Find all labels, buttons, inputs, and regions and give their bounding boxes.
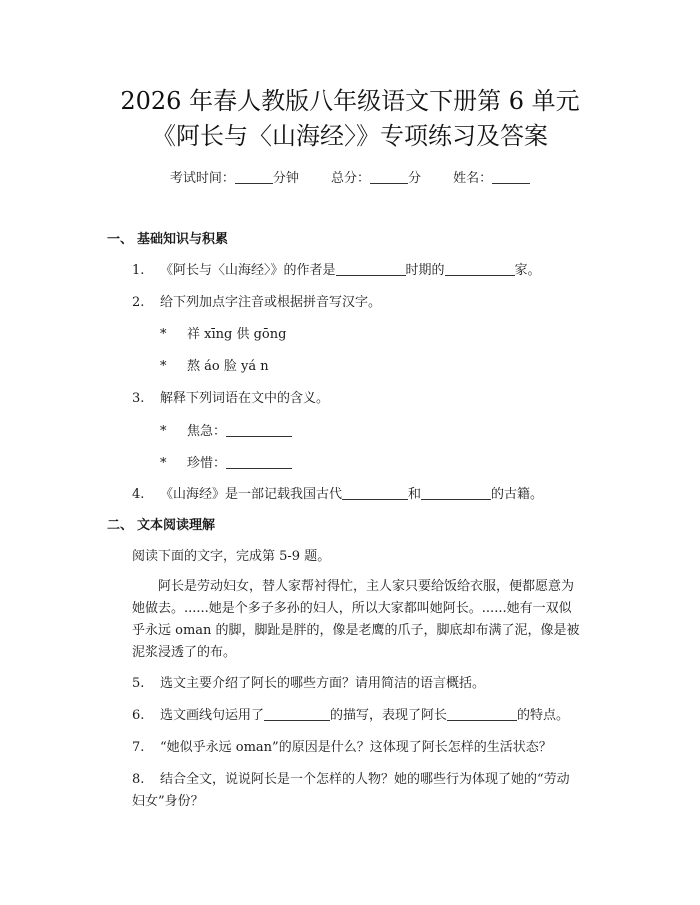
question-text	[160, 487, 543, 503]
question-text-part: 时期的	[405, 263, 445, 278]
answer-blank	[342, 487, 408, 500]
answer-blank	[445, 263, 515, 276]
question-text-part: 《阿长与〈山海经〉》的作者是	[160, 263, 336, 278]
answer-blank	[264, 708, 330, 721]
list-item-text	[187, 424, 292, 440]
list-item-text: 熬 áo 脸 yá n	[187, 359, 269, 374]
term-label: 珍惜：	[187, 456, 227, 471]
section-title: 文本阅读理解	[137, 518, 216, 533]
answer-blank	[447, 708, 517, 721]
section-title: 基础知识与积累	[137, 232, 229, 247]
list-item-text: 祥 xīng 供 gōng	[187, 327, 287, 342]
exam-time-label: 考试时间：	[169, 171, 235, 186]
bullet-marker: *	[160, 327, 167, 342]
answer-blank	[226, 424, 292, 437]
question-number: 2.	[132, 295, 145, 310]
exam-score-label: 总分：	[330, 171, 370, 186]
question-text-part: 的古籍。	[491, 487, 544, 502]
question-text-part: 的特点。	[517, 708, 570, 723]
exam-name-blank	[492, 171, 530, 184]
reading-passage-text: 阿长是劳动妇女，替人家帮衬得忙，主人家只要给饭给衣服，便都愿意为她做去。......她是个多子多孙的妇人，所以大家都叫她阿长。......她有一双似乎永远 oman 的脚，脚趾是胖的，像是老鹰的爪子，脚底却布满了泥，像是被泥浆浸透了的布。	[132, 579, 580, 660]
answer-blank	[336, 263, 406, 276]
bullet-marker: *	[160, 359, 167, 374]
question-number: 7.	[132, 740, 145, 755]
question-number: 8.	[132, 772, 145, 787]
question-text-part: 和	[408, 487, 422, 502]
section-number: 二、	[107, 518, 134, 533]
exam-time-unit: 分钟	[272, 171, 299, 186]
section-heading-2	[107, 518, 215, 534]
answer-blank	[226, 456, 292, 469]
reading-passage	[132, 576, 580, 664]
question-text: 解释下列词语在文中的含义。	[160, 391, 330, 406]
document-title-line-1: 2026 年春人教版八年级语文下册第 6 单元	[120, 87, 580, 115]
exam-name	[453, 171, 530, 186]
reading-instruction: 阅读下面的文字，完成第 5-9 题。	[132, 549, 331, 564]
exam-info	[0, 171, 700, 187]
exam-score-unit: 分	[408, 171, 422, 186]
bullet-marker: *	[160, 456, 167, 471]
section-heading-1	[107, 232, 228, 248]
document-title-line-2: 《阿长与〈山海经〉》专项练习及答案	[152, 122, 548, 150]
question-number: 4.	[132, 487, 145, 502]
question-text	[160, 263, 541, 279]
exam-score-blank	[370, 171, 408, 184]
exam-name-label: 姓名：	[453, 171, 493, 186]
question-text: “她似乎永远 oman”的原因是什么？这体现了阿长怎样的生活状态？	[160, 740, 552, 755]
term-label: 焦急：	[187, 424, 227, 439]
question-number: 5.	[132, 676, 145, 691]
exam-time	[170, 171, 303, 186]
question-text-part: 选文画线句运用了	[160, 708, 265, 723]
question-number: 6.	[132, 708, 145, 723]
question-text: 给下列加点字注音或根据拼音写汉字。	[160, 295, 382, 310]
question-number: 3.	[132, 391, 145, 406]
exam-score	[331, 171, 425, 186]
question-text-part: 的描写，表现了阿长	[330, 708, 448, 723]
question-text-part: 家。	[514, 263, 541, 278]
bullet-marker: *	[160, 424, 167, 439]
exam-time-blank	[235, 171, 273, 184]
answer-blank	[421, 487, 491, 500]
section-number: 一、	[107, 232, 134, 247]
question-text: 选文主要介绍了阿长的哪些方面？请用简洁的语言概括。	[160, 676, 486, 691]
question-text: 结合全文，说说阿长是一个怎样的人物？她的哪些行为体现了她的“劳动	[160, 772, 570, 787]
question-number: 1.	[132, 263, 145, 278]
question-text	[160, 708, 569, 724]
list-item-text	[187, 456, 292, 472]
question-text-continued: 妇女”身份？	[132, 794, 204, 809]
question-text-part: 《山海经》是一部记载我国古代	[160, 487, 343, 502]
